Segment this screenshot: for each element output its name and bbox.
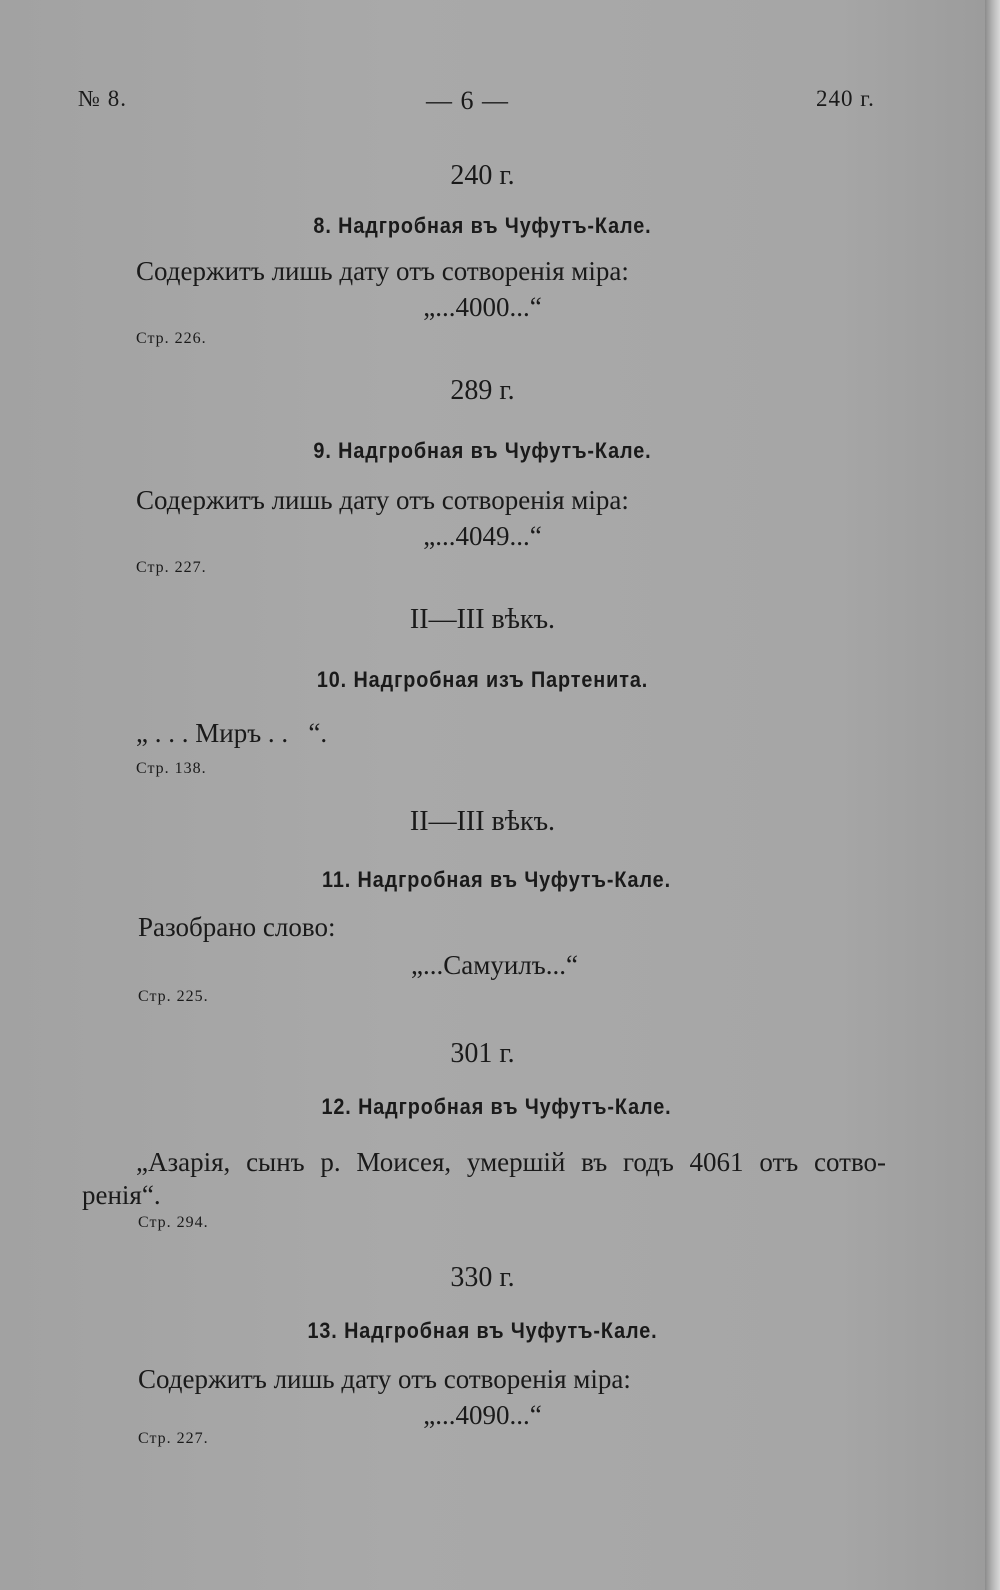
entry-page-ref: Стр. 226. [136, 330, 207, 347]
entry-text: „Азарія, сынъ р. Моисея, умершій въ годъ 4061 отъ сотво- [136, 1147, 886, 1177]
entry-page-ref: Стр. 227. [136, 559, 207, 576]
entry-page-ref: Стр. 225. [138, 988, 209, 1005]
entry-text: Содержитъ лишь дату отъ сотворенія міра: [136, 485, 629, 515]
page-gutter [985, 0, 1000, 1590]
entry-text: „ . . . Миръ . . “. [136, 718, 328, 748]
running-head-year: 240 г. [816, 86, 875, 111]
entry-date: 240 г. [450, 160, 515, 191]
entry-date: II—III вѣкъ. [409, 604, 556, 635]
entry-date: 301 г. [450, 1038, 515, 1069]
entry-title: 8. Надгробная въ Чуфутъ-Кале. [313, 213, 652, 238]
entry-title: 9. Надгробная въ Чуфутъ-Кале. [313, 438, 652, 463]
entry-text: Разобрано слово: [138, 912, 336, 942]
entry-quote: „...4000...“ [423, 292, 542, 322]
entry-quote: „...4049...“ [423, 521, 542, 551]
entry-title: 11. Надгробная въ Чуфутъ-Кале. [321, 867, 672, 892]
entry-title: 10. Надгробная изъ Партенита. [316, 667, 649, 692]
entry-text: Содержитъ лишь дату отъ сотворенія міра: [138, 1364, 631, 1394]
entry-page-ref: Стр. 138. [136, 760, 207, 777]
entry-text: Содержитъ лишь дату отъ сотворенія міра: [136, 256, 629, 286]
entry-text-continued: ренія“. [82, 1180, 161, 1210]
entry-page-ref: Стр. 294. [138, 1214, 209, 1231]
issue-number: № 8. [78, 86, 127, 111]
entry-quote: „...Самуилъ...“ [411, 950, 578, 980]
entry-date: II—III вѣкъ. [409, 806, 556, 837]
entry-date: 289 г. [450, 375, 515, 406]
entry-quote: „...4090...“ [423, 1400, 542, 1430]
entry-date: 330 г. [450, 1262, 515, 1293]
entry-page-ref: Стр. 227. [138, 1430, 209, 1447]
entry-title: 13. Надгробная въ Чуфутъ-Кале. [307, 1318, 658, 1343]
entry-title: 12. Надгробная въ Чуфутъ-Кале. [321, 1094, 672, 1119]
page-number: — 6 — [426, 86, 509, 115]
